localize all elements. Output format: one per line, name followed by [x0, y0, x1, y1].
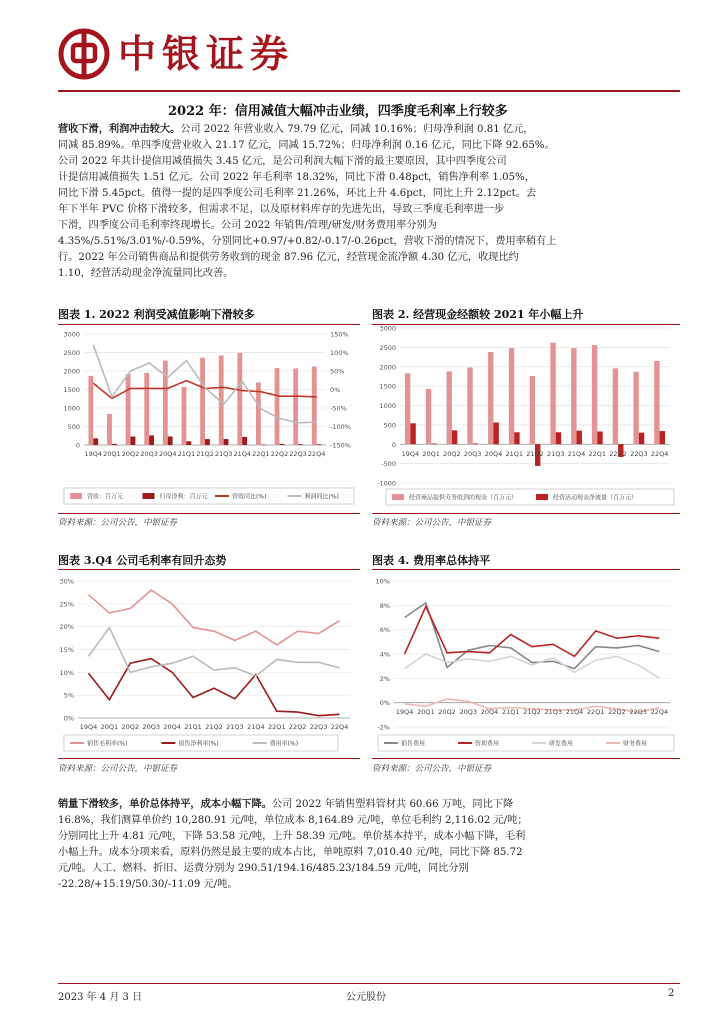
x-tick-label: 22Q2 [609, 450, 627, 458]
bar [550, 343, 555, 445]
p2-line: 小幅上升。成本分项来看，原料仍然是最主要的成本占比，单吨原料 7,010.40 元/吨，同比下降 85.72 [58, 847, 523, 858]
figure-1-title: 图表 1. 2022 利润受减值影响下滑较多 [58, 308, 255, 321]
x-tick-label: 21Q1 [184, 723, 202, 731]
x-tick-label: 20Q2 [443, 450, 461, 458]
y-tick-label: -2% [377, 723, 390, 732]
footer-date: 2023 年 4 月 3 日 [58, 992, 143, 1003]
p1-line: 公司 2022 年营业收入 79.79 亿元，同减 10.16%；归母净利润 0.81 亿元， [180, 124, 534, 135]
p2-line: 分别同比上升 4.81 元/吨，下降 53.58 元/吨，上升 58.39 元/吨。单价基本持平，成本小幅下降，毛利 [58, 831, 526, 842]
y-tick-label: 500 [67, 423, 80, 431]
figure-1-source: 资料来源：公司公告，中银证券 [58, 518, 178, 528]
x-tick-label: 20Q4 [159, 450, 177, 458]
page-number: 2 [668, 988, 675, 999]
figure-2-bottom-rule [372, 513, 680, 514]
bar [88, 376, 93, 445]
figure-2-source: 资料来源：公司公告，中银证券 [372, 518, 492, 528]
p2-lead: 销量下滑较多，单价总体持平，成本小幅下降。 [58, 798, 272, 810]
y-tick-label: 1500 [379, 382, 396, 391]
bar [488, 352, 493, 444]
x-tick-label: 21Q3 [226, 723, 244, 731]
legend-label: 营收同比(%) [232, 493, 267, 501]
x-tick-label: 21Q4 [567, 450, 586, 458]
y-tick-label: 25% [59, 600, 74, 609]
x-tick-label: 20Q4 [480, 708, 499, 716]
bar [107, 414, 112, 445]
bar [261, 445, 266, 446]
y-tick-label: 10% [59, 668, 74, 677]
x-tick-label: 21Q2 [523, 708, 541, 716]
x-tick-label: 22Q2 [288, 723, 307, 731]
p2-line: 元/吨。人工、燃料、折旧、运费分别为 290.51/194.16/485.23/184.59 元/吨，同比分别 [58, 863, 469, 874]
x-tick-label: 20Q4 [484, 450, 503, 458]
bar [317, 444, 322, 445]
x-tick-label: 22Q1 [588, 450, 607, 458]
bar [639, 433, 644, 445]
bar [168, 436, 173, 445]
y-tick-label: 2000 [63, 367, 80, 376]
p2-line: -22.28/+15.19/50.30/-11.09 元/吨。 [58, 879, 238, 890]
y-tick-label: 3000 [63, 330, 80, 339]
x-tick-label: 22Q4 [330, 723, 349, 731]
section-title: 2022 年：信用减值大幅冲击业绩，四季度毛利率上行较多 [168, 104, 508, 119]
x-tick-label: 20Q3 [140, 450, 158, 458]
x-tick-label: 20Q1 [422, 450, 440, 458]
legend-label: 销售费用 [401, 740, 426, 748]
figure-3-rule [58, 569, 360, 570]
series-line [89, 659, 340, 716]
bar [410, 423, 415, 444]
bar [473, 443, 478, 444]
bar [131, 436, 136, 445]
bar [312, 367, 317, 445]
chart-gross-margin [58, 571, 360, 757]
y2-tick-label: -50% [330, 404, 347, 413]
p1-line: 1.10，经营活动现金净流量同比改善。 [58, 268, 234, 279]
bar [467, 368, 472, 445]
legend-swatch [392, 494, 404, 500]
x-tick-label: 21Q4 [247, 723, 265, 731]
legend-label: 研发费用 [549, 740, 574, 748]
bar [556, 432, 561, 444]
brand-name: 中银证券 [118, 32, 295, 76]
legend-label: 归母净利：百万元 [159, 493, 208, 501]
bar [200, 358, 205, 445]
x-tick-label: 20Q3 [463, 450, 482, 458]
header-divider [58, 90, 680, 92]
y-tick-label: -1000 [377, 479, 396, 488]
bar [182, 387, 187, 445]
y2-tick-label: 150% [330, 330, 349, 339]
paragraph-1 [58, 121, 680, 282]
p1-lead: 营收下滑，利润冲击较大。 [58, 123, 181, 135]
series-line [89, 628, 340, 676]
x-tick-label: 21Q2 [205, 723, 223, 731]
x-tick-label: 21Q2 [526, 450, 544, 458]
y-tick-label: 2500 [63, 349, 80, 357]
x-tick-label: 19Q4 [395, 708, 414, 716]
bar [205, 439, 210, 445]
bar [298, 444, 303, 445]
x-tick-label: 22Q1 [586, 708, 605, 716]
bar [452, 430, 457, 444]
chart-expense-ratio [372, 571, 680, 757]
bar [654, 361, 659, 444]
series-line [405, 607, 660, 657]
p1-line: 同比下滑 5.45pct。值得一提的是四季度公司毛利率 21.26%，环比上升 4.6pct，同比上升 2.12pct。去 [58, 188, 537, 199]
y-tick-label: 1000 [63, 404, 80, 413]
bar [275, 368, 280, 445]
legend-label: 经营活动现金净流量（百万元） [553, 494, 638, 502]
y-tick-label: 10% [375, 577, 390, 586]
x-tick-label: 21Q4 [565, 708, 584, 716]
y-tick-label: 0 [75, 441, 80, 450]
y2-tick-label: -150% [330, 441, 351, 450]
figure-1-rule [58, 324, 360, 325]
bar [149, 435, 154, 445]
x-tick-label: 22Q3 [309, 723, 328, 731]
bar [293, 368, 298, 445]
x-tick-label: 20Q2 [438, 708, 456, 716]
legend-swatch [536, 494, 548, 500]
bar [509, 348, 514, 444]
x-tick-label: 21Q4 [233, 450, 251, 458]
y-tick-label: -500 [381, 460, 396, 469]
bar [530, 376, 535, 444]
series-line [89, 590, 340, 645]
x-tick-label: 20Q1 [417, 708, 435, 716]
y-tick-label: 2000 [379, 363, 396, 372]
p1-line: 年下半年 PVC 价格下滑较多，但需求不足，以及原材料库存的先进先出，导致三季度毛利率进一步 [58, 204, 505, 215]
p1-line: 同减 85.89%。单四季度营业收入 21.17 亿元，同减 15.72%；归母净利润 0.16 亿元，同比下降 92.65%。 [58, 140, 555, 151]
legend-label: 管理费用 [475, 740, 500, 748]
bar [447, 371, 452, 444]
x-tick-label: 22Q2 [270, 450, 289, 458]
bar [577, 431, 582, 445]
bar [405, 373, 410, 444]
bar [279, 444, 284, 445]
p1-line: 行。2022 年公司销售商品和提供劳务收到的现金 87.96 亿元，经营现金流净额 4.30 亿元，收现比约 [58, 252, 519, 263]
x-tick-label: 22Q2 [608, 708, 626, 716]
p1-line: 4.35%/5.51%/3.01%/-0.59%，分别同比+0.97/+0.82/-0.17/-0.26pct，营收下滑的情况下，费用率稍有上 [58, 236, 557, 247]
bar [493, 423, 498, 445]
x-tick-label: 21Q1 [177, 450, 196, 458]
bar [514, 432, 519, 444]
x-tick-label: 22Q3 [630, 450, 648, 458]
x-tick-label: 19Q4 [84, 450, 103, 458]
x-tick-label: 21Q2 [196, 450, 214, 458]
p1-line: 下滑，四季度公司毛利率终现增长。公司 2022 年销售/管理/研发/财务费用率分别为 [58, 220, 437, 231]
bar [660, 431, 665, 444]
x-tick-label: 22Q3 [289, 450, 307, 458]
y-tick-label: 15% [59, 646, 74, 654]
x-tick-label: 20Q2 [121, 450, 140, 458]
x-tick-label: 20Q1 [100, 723, 119, 731]
x-tick-label: 20Q2 [121, 723, 140, 731]
figure-3-source: 资料来源：公司公告，中银证券 [58, 764, 178, 774]
x-tick-label: 21Q1 [502, 708, 520, 716]
x-tick-label: 21Q1 [505, 450, 523, 458]
bar [126, 374, 131, 445]
y-tick-label: 8% [379, 601, 390, 610]
x-tick-label: 22Q4 [650, 450, 669, 458]
x-tick-label: 22Q1 [268, 723, 286, 731]
y-tick-label: 20% [59, 623, 74, 632]
bar [224, 439, 229, 445]
figure-3-bottom-rule [58, 758, 360, 759]
chart-profit-impact [58, 326, 360, 512]
p2-line: 16.8%，我们测算单价约 10,280.91 元/吨，单位成本 8,164.89 元/吨，单位毛利约 2,116.02 元/吨； [58, 815, 528, 826]
bank-of-china-logo-icon [58, 28, 110, 80]
bar [592, 345, 597, 444]
y-tick-label: 30% [59, 577, 74, 586]
legend-label: 销售毛利率(%) [87, 740, 128, 748]
y-tick-label: 0% [379, 699, 390, 708]
p1-line: 公司 2022 年共计提信用减值损失 3.45 亿元，是公司利润大幅下滑的最主要原因，其中四季度公司 [58, 156, 507, 167]
legend-label: 营收：百万元 [87, 493, 124, 501]
bar [571, 348, 576, 444]
y-tick-label: 1500 [63, 386, 80, 394]
figure-3-title: 图表 3.Q4 公司毛利率有回升态势 [58, 554, 227, 567]
bar [237, 353, 242, 445]
chart-operating-cash [372, 326, 680, 512]
y-tick-label: 2500 [379, 343, 396, 352]
x-tick-label: 22Q4 [307, 450, 326, 458]
legend-label: 费用率(%) [269, 740, 299, 748]
bar [426, 389, 431, 444]
x-tick-label: 19Q4 [401, 450, 420, 458]
y2-tick-label: -100% [330, 423, 351, 431]
figure-2-rule [372, 324, 680, 325]
figure-4-source: 资料来源：公司公告，中银证券 [372, 764, 492, 774]
figure-1-bottom-rule [58, 513, 360, 514]
y-tick-label: 2% [379, 674, 390, 683]
figure-4-bottom-rule [372, 758, 680, 759]
x-tick-label: 21Q3 [214, 450, 233, 458]
footer-company: 公元股份 [346, 992, 386, 1003]
p2-line: 公司 2022 年销售塑料管材共 60.66 万吨，同比下降 [271, 799, 514, 810]
bar [144, 373, 149, 445]
legend-label: 利润同比(%) [304, 493, 339, 501]
legend-label: 财务费用 [623, 740, 648, 748]
x-tick-label: 20Q1 [103, 450, 121, 458]
bar [242, 437, 247, 445]
bar [633, 372, 638, 444]
x-tick-label: 22Q4 [650, 708, 669, 716]
x-tick-label: 19Q4 [79, 723, 98, 731]
y-tick-label: 0% [63, 714, 74, 723]
x-tick-label: 21Q3 [544, 708, 562, 716]
x-tick-label: 20Q4 [163, 723, 181, 731]
x-tick-label: 22Q1 [252, 450, 270, 458]
y2-tick-label: 0% [330, 386, 341, 394]
figure-2-title: 图表 2. 经营现金经额较 2021 年小幅上升 [372, 308, 584, 321]
bar [431, 443, 436, 444]
legend-label: 经营商品提供劳务收到的现金（百万元） [409, 494, 518, 502]
y-tick-label: 500 [383, 421, 396, 430]
y2-tick-label: 50% [330, 367, 345, 376]
y-tick-label: 5% [63, 691, 74, 700]
legend-swatch [70, 493, 82, 499]
paragraph-2 [58, 796, 680, 893]
x-tick-label: 22Q3 [629, 708, 647, 716]
y-tick-label: 3000 [379, 326, 396, 333]
bar [112, 444, 117, 445]
figure-4-rule [372, 569, 680, 570]
y-tick-label: 6% [379, 626, 390, 635]
figure-4-title: 图表 4. 费用率总体持平 [372, 554, 491, 567]
x-tick-label: 20Q3 [142, 723, 160, 731]
bar [597, 431, 602, 444]
series-line [405, 654, 660, 678]
footer-divider [58, 983, 680, 984]
y2-tick-label: 100% [330, 349, 349, 357]
y-tick-label: 1000 [379, 402, 396, 410]
x-tick-label: 20Q3 [459, 708, 478, 716]
y-tick-label: 4% [379, 650, 390, 659]
legend-swatch [143, 493, 155, 499]
bar [93, 438, 98, 445]
legend-label: 销售净利率(%) [178, 740, 219, 748]
bar [613, 368, 618, 444]
bar [186, 441, 191, 445]
y-tick-label: 0 [391, 440, 396, 449]
p1-line: 计提信用减值损失 1.51 亿元。公司 2022 年毛利率 18.32%，同比下滑 0.48pct，销售净利率 1.05%， [58, 172, 535, 183]
x-tick-label: 21Q3 [547, 450, 565, 458]
